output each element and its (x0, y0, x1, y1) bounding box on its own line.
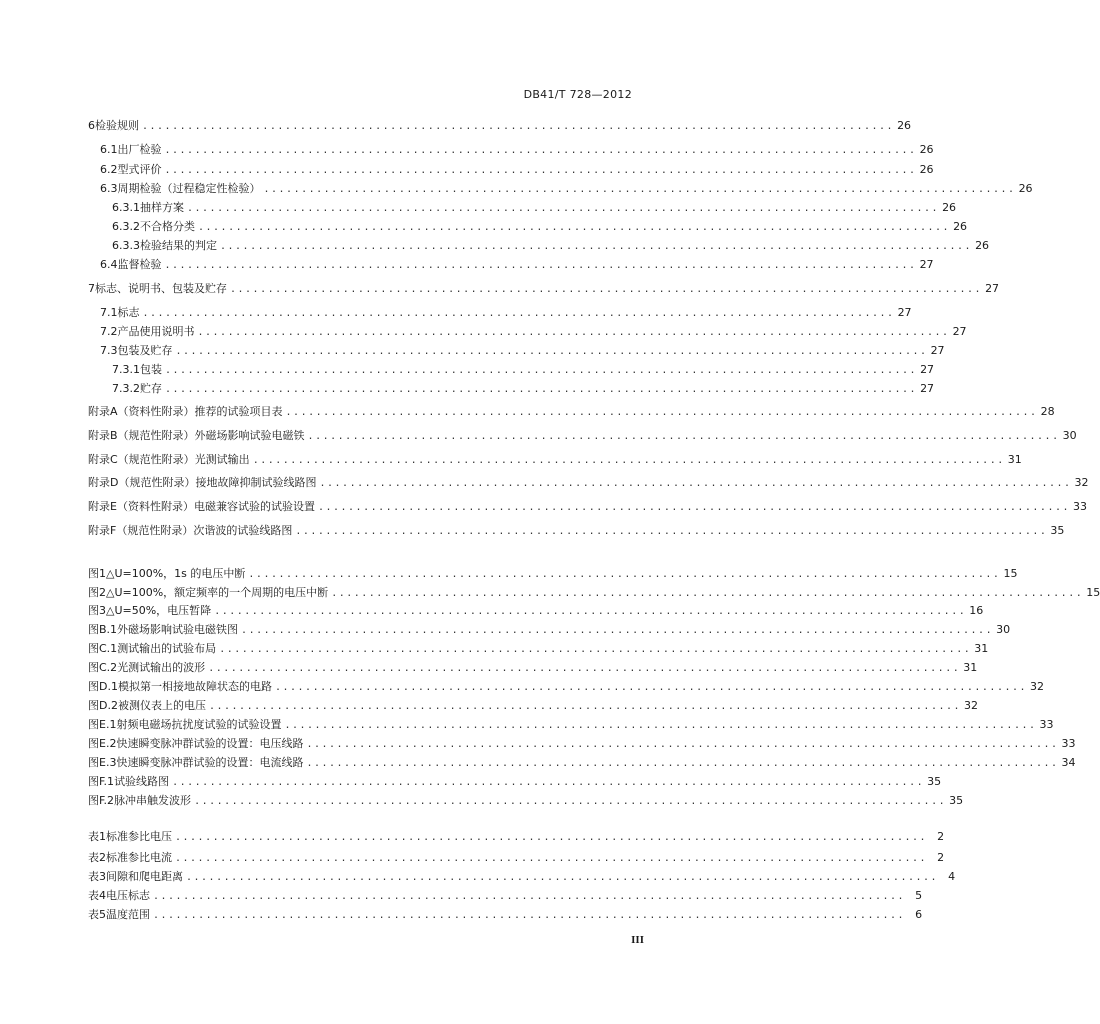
dot-leader: .................................................................................................... (165, 384, 918, 395)
toc-table-entry[interactable] (88, 907, 923, 922)
dot-leader: .................................................................................................... (295, 526, 1048, 537)
toc-figure-entry[interactable] (88, 717, 1054, 732)
appendix-title: 次谐波的试验线路图 (193, 524, 293, 537)
toc-table-entry[interactable] (88, 888, 923, 903)
entry-page: 26 (1018, 182, 1033, 195)
toc-figure-entry[interactable] (88, 603, 984, 618)
appendix-label: 附录A（资料性附录） (88, 405, 195, 418)
dot-leader: .................................................................................................... (241, 625, 994, 636)
dot-leader: .................................................................................................... (164, 145, 917, 156)
dot-leader: .................................................................................................... (164, 165, 917, 176)
entry-title: 周期检验（过程稳定性检验） (117, 182, 261, 195)
appendix-label: 附录E（资料性附录） (88, 500, 194, 513)
entry-title: 包装 (140, 363, 162, 376)
dot-leader: .................................................................................................... (175, 853, 928, 864)
entry-page: 26 (953, 220, 968, 233)
entry-page: 33 (1073, 500, 1088, 513)
entry-number: 6.2 (100, 163, 118, 176)
entry-number: 6.3.1 (112, 201, 140, 214)
entry-page: 31 (1007, 453, 1022, 466)
dot-leader: .................................................................................................... (165, 365, 918, 376)
dot-leader: .................................................................................................... (172, 777, 925, 788)
figure-label: 图E.3 (88, 756, 117, 769)
page-number: III (631, 934, 644, 946)
dot-leader: .................................................................................................... (248, 569, 1001, 580)
entry-page: 32 (1074, 476, 1089, 489)
toc-entry[interactable] (100, 343, 945, 358)
entry-number: 6.4 (100, 258, 118, 271)
dot-leader: .................................................................................................... (194, 796, 947, 807)
table-label: 表3 (88, 870, 106, 883)
dot-leader: .................................................................................................... (220, 241, 973, 252)
appendix-title: 电磁兼容试验的试验设置 (193, 500, 315, 513)
table-title: 标准参比电压 (106, 830, 172, 843)
toc-entry[interactable] (88, 281, 1000, 296)
toc-figure-entry[interactable] (88, 755, 1076, 770)
figure-title: 快速瞬变脉冲群试验的设置：电流线路 (116, 756, 304, 769)
entry-title: 不合格分类 (140, 220, 195, 233)
entry-title: 贮存 (140, 382, 162, 395)
entry-page: 35 (949, 794, 964, 807)
dot-leader: .................................................................................................... (197, 327, 950, 338)
entry-page: 34 (1061, 756, 1076, 769)
entry-number: 7.3 (100, 344, 118, 357)
dot-leader: .................................................................................................... (219, 644, 972, 655)
toc-entry[interactable] (100, 181, 1033, 196)
toc-appendix-entry[interactable] (88, 452, 1022, 467)
entry-page: 5 (915, 889, 923, 902)
entry-page: 28 (1040, 405, 1055, 418)
figure-title: 被测仪表上的电压 (117, 699, 206, 712)
entry-page: 26 (942, 201, 957, 214)
toc-figure-entry[interactable] (88, 660, 978, 675)
dot-leader: .................................................................................................... (252, 455, 1005, 466)
toc-figure-entry[interactable] (88, 566, 1018, 581)
toc-appendix-entry[interactable] (88, 499, 1088, 514)
toc-table-entry[interactable] (88, 869, 956, 884)
entry-title: 标志、说明书、包装及贮存 (95, 282, 227, 295)
entry-page: 30 (1062, 429, 1077, 442)
entry-number: 7.1 (100, 306, 118, 319)
entry-number: 6.3.2 (112, 220, 140, 233)
figure-label: 图C.2 (88, 661, 118, 674)
dot-leader: .................................................................................................... (153, 910, 906, 921)
entry-page: 16 (969, 604, 984, 617)
toc-figure-entry[interactable] (88, 774, 942, 789)
dot-leader: .................................................................................................... (208, 663, 961, 674)
entry-page: 6 (915, 908, 923, 921)
entry-page: 2 (937, 851, 945, 864)
entry-page: 27 (930, 344, 945, 357)
dot-leader: .................................................................................................... (306, 758, 1059, 769)
entry-page: 27 (952, 325, 967, 338)
appendix-label: 附录F（规范性附录） (88, 524, 194, 537)
dot-leader: .................................................................................................... (274, 682, 1028, 693)
appendix-title: 接地故障抑制试验线路图 (195, 476, 317, 489)
entry-page: 4 (948, 870, 956, 883)
dot-leader: .................................................................................................... (175, 346, 928, 357)
entry-page: 35 (927, 775, 942, 788)
entry-page: 31 (963, 661, 978, 674)
table-label: 表2 (88, 851, 106, 864)
figure-title: △U=50%，电压暂降 (106, 604, 212, 617)
figure-label: 图C.1 (88, 642, 118, 655)
entry-title: 包装及贮存 (117, 344, 173, 357)
toc-appendix-entry[interactable] (88, 428, 1077, 443)
entry-title: 监督检验 (117, 258, 162, 271)
table-label: 表1 (88, 830, 106, 843)
entry-number: 7.2 (100, 325, 118, 338)
entry-page: 32 (1030, 680, 1045, 693)
entry-number: 7 (88, 282, 95, 295)
entry-title: 标志 (117, 306, 140, 319)
entry-title: 出厂检验 (117, 143, 162, 156)
toc-entry[interactable] (100, 142, 934, 157)
dot-leader: .................................................................................................... (307, 431, 1060, 442)
table-title: 电压标志 (106, 889, 150, 902)
entry-title: 产品使用说明书 (117, 325, 195, 338)
toc-figure-entry[interactable] (88, 698, 979, 713)
entry-title: 型式评价 (117, 163, 162, 176)
entry-page: 27 (919, 258, 934, 271)
figure-title: 快速瞬变脉冲群试验的设置：电压线路 (116, 737, 304, 750)
figure-title: 脉冲串触发波形 (114, 794, 192, 807)
appendix-title: 外磁场影响试验电磁铁 (194, 429, 305, 442)
entry-page: 26 (919, 143, 934, 156)
figure-label: 图E.2 (88, 737, 117, 750)
dot-leader: .................................................................................................... (317, 502, 1071, 513)
entry-number: 7.3.1 (112, 363, 140, 376)
dot-leader: .................................................................................................... (198, 222, 951, 233)
toc-table-entry[interactable] (88, 850, 945, 865)
figure-label: 图E.1 (88, 718, 117, 731)
document-code: DB41/T 728—2012 (523, 88, 632, 101)
dot-leader: .................................................................................................... (142, 121, 895, 132)
entry-page: 30 (996, 623, 1011, 636)
figure-label: 图3 (88, 604, 106, 617)
figure-title: 光测试输出的波形 (117, 661, 206, 674)
entry-page: 26 (919, 163, 934, 176)
entry-page: 27 (897, 306, 912, 319)
entry-page: 26 (897, 119, 912, 132)
toc-entry[interactable] (112, 238, 990, 253)
dot-leader: .................................................................................................... (285, 407, 1038, 418)
toc-entry[interactable] (100, 162, 934, 177)
entry-title: 抽样方案 (140, 201, 184, 214)
toc-figure-entry[interactable] (88, 679, 1045, 694)
table-label: 表5 (88, 908, 106, 921)
entry-page: 26 (975, 239, 990, 252)
toc-figure-entry[interactable] (88, 641, 989, 656)
entry-page: 27 (920, 382, 935, 395)
figure-label: 图2 (88, 586, 106, 599)
toc-figure-entry[interactable] (88, 736, 1076, 751)
entry-title: 检验结果的判定 (140, 239, 217, 252)
figure-title: 射频电磁场抗扰度试验的试验设置 (116, 718, 282, 731)
dot-leader: .................................................................................................... (208, 701, 962, 712)
toc-appendix-entry[interactable] (88, 404, 1055, 419)
entry-page: 33 (1039, 718, 1054, 731)
entry-number: 6.1 (100, 143, 118, 156)
entry-number: 6 (88, 119, 95, 132)
entry-page: 27 (920, 363, 935, 376)
entry-number: 7.3.2 (112, 382, 140, 395)
figure-label: 图1 (88, 567, 106, 580)
toc-entry[interactable] (112, 381, 935, 396)
entry-page: 15 (1003, 567, 1018, 580)
dot-leader: .................................................................................................... (187, 203, 940, 214)
toc-table-entry[interactable] (88, 829, 945, 844)
toc-entry[interactable] (112, 200, 957, 215)
appendix-label: 附录D（规范性附录） (88, 476, 196, 489)
table-label: 表4 (88, 889, 106, 902)
dot-leader: .................................................................................................... (142, 308, 895, 319)
appendix-title: 光测试输出 (194, 453, 250, 466)
toc-appendix-entry[interactable] (88, 475, 1089, 490)
figure-label: 图D.2 (88, 699, 118, 712)
toc-appendix-entry[interactable] (88, 523, 1065, 538)
dot-leader: .................................................................................................... (263, 184, 1016, 195)
dot-leader: .................................................................................................... (164, 260, 917, 271)
toc-entry[interactable] (112, 219, 968, 234)
toc-figure-entry[interactable] (88, 793, 964, 808)
dot-leader: .................................................................................................... (230, 284, 983, 295)
entry-page: 32 (964, 699, 979, 712)
figure-title: 外磁场影响试验电磁铁图 (117, 623, 239, 636)
appendix-title: 推荐的试验项目表 (194, 405, 283, 418)
toc-entry[interactable] (100, 324, 967, 339)
figure-label: 图B.1 (88, 623, 118, 636)
entry-number: 6.3.3 (112, 239, 140, 252)
figure-title: 试验线路图 (114, 775, 170, 788)
dot-leader: .................................................................................................... (284, 720, 1037, 731)
figure-title: △U=100%，额定频率的一个周期的电压中断 (106, 586, 329, 599)
entry-page: 31 (974, 642, 989, 655)
dot-leader: .................................................................................................... (214, 606, 967, 617)
table-title: 温度范围 (106, 908, 150, 921)
entry-page: 15 (1086, 586, 1100, 599)
dot-leader: .................................................................................................... (319, 478, 1072, 489)
figure-title: △U=100%，1s 的电压中断 (106, 567, 246, 580)
figure-label: 图D.1 (88, 680, 118, 693)
entry-page: 2 (937, 830, 945, 843)
dot-leader: .................................................................................................... (186, 872, 939, 883)
figure-title: 模拟第一相接地故障状态的电路 (117, 680, 272, 693)
entry-page: 27 (985, 282, 1000, 295)
appendix-label: 附录B（规范性附录） (88, 429, 195, 442)
dot-leader: .................................................................................................... (306, 739, 1059, 750)
table-title: 标准参比电流 (106, 851, 172, 864)
toc-entry[interactable] (100, 257, 934, 272)
toc-entry[interactable] (100, 305, 912, 320)
entry-number: 6.3 (100, 182, 118, 195)
entry-page: 35 (1050, 524, 1065, 537)
figure-label: 图F.2 (88, 794, 115, 807)
toc-entry[interactable] (112, 362, 935, 377)
toc-figure-entry[interactable] (88, 585, 1100, 600)
dot-leader: .................................................................................................... (175, 832, 928, 843)
toc-figure-entry[interactable] (88, 622, 1011, 637)
entry-page: 33 (1061, 737, 1076, 750)
appendix-label: 附录C（规范性附录） (88, 453, 195, 466)
dot-leader: .................................................................................................... (331, 588, 1084, 599)
table-title: 间隙和爬电距离 (106, 870, 183, 883)
dot-leader: .................................................................................................... (153, 891, 906, 902)
figure-title: 测试输出的试验布局 (117, 642, 217, 655)
entry-title: 检验规则 (95, 119, 139, 132)
figure-label: 图F.1 (88, 775, 115, 788)
toc-entry[interactable] (88, 118, 912, 133)
